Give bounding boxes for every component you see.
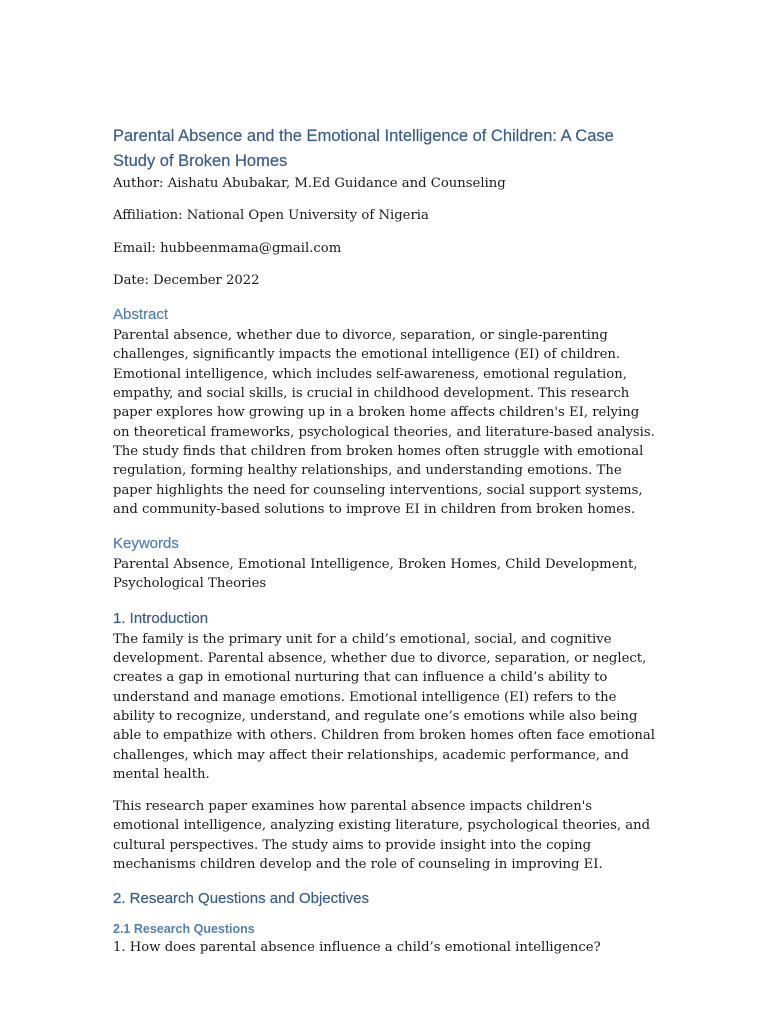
affiliation-line: Affiliation: National Open University of Nigeria <box>113 208 429 224</box>
introduction-paragraph-1: The family is the primary unit for a child’s emotional, social, and cognitive development. Parental absence, whether due to divorce, separation, or neglect, creates a gap in emotional nurturing that can influence a child’s ability to understand and manage emotions. Emotional intelligence (EI) refers to the ability to recognize, understand, and regulate one’s emotions while also being able to empathize with others. Children from broken homes often face emotional challenges, which may affect their relationships, academic performance, and mental health. <box>113 631 655 782</box>
introduction-paragraph-2: This research paper examines how parental absence impacts children's emotional intelligence, analyzing existing literature, psychological theories, and cultural perspectives. The study aims to provide insight into the coping mechanisms children develop and the role of counseling in improving EI. <box>113 799 651 873</box>
keywords-text: Parental Absence, Emotional Intelligence, Broken Homes, Child Development, Psychological Theories <box>113 557 638 592</box>
abstract-text: Parental absence, whether due to divorce, separation, or single-parenting challenges, significantly impacts the emotional intelligence (EI) of children. Emotional intelligence, which includes self-awareness, emotional regulation, empathy, and social skills, is crucial in childhood development. This research paper explores how growing up in a broken home affects children's EI, relying on theoretical frameworks, psychological theories, and literature-based analysis. The study finds that children from broken homes often struggle with emotional regulation, forming healthy relationships, and understanding emotions. The paper highlights the need for counseling interventions, social support systems, and community-based solutions to improve EI in children from broken homes. <box>113 328 655 517</box>
research-questions-heading: 2. Research Questions and Objectives <box>113 890 369 908</box>
keywords-heading: Keywords <box>113 535 179 553</box>
paper-title: Parental Absence and the Emotional Intelligence of Children: A Case Study of Broken Homes <box>113 127 614 170</box>
research-questions-subheading: 2.1 Research Questions <box>113 922 255 937</box>
date-line: Date: December 2022 <box>113 272 260 288</box>
research-question-item: 1. How does parental absence influence a child’s emotional intelligence? <box>113 940 601 956</box>
abstract-heading: Abstract <box>113 306 169 324</box>
introduction-heading: 1. Introduction <box>113 609 209 627</box>
document-page <box>113 124 658 958</box>
author-line: Author: Aishatu Abubakar, M.Ed Guidance and Counseling <box>113 176 506 191</box>
email-line: Email: hubbeenmama@gmail.com <box>113 240 342 256</box>
